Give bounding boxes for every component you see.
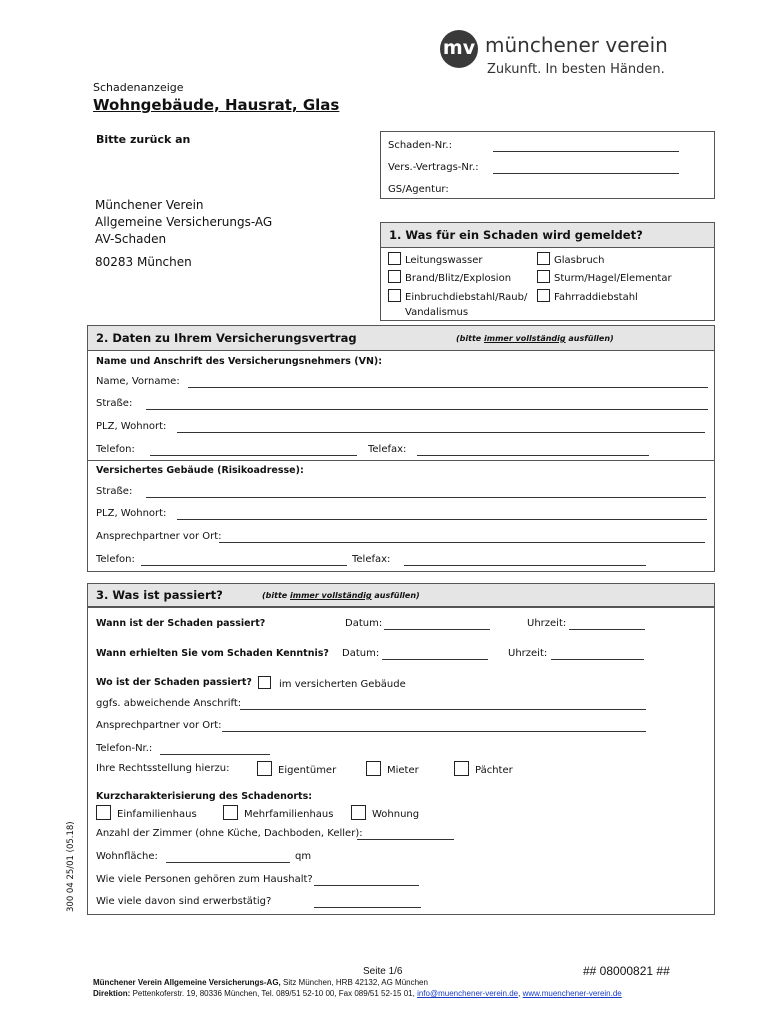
option-sturm[interactable]: Sturm/Hagel/Elementar: [537, 270, 672, 284]
logo: [440, 30, 670, 80]
wann-label: Wann ist der Schaden passiert?: [96, 618, 266, 629]
section1-title: 1. Was für ein Schaden wird gemeldet?: [389, 228, 643, 242]
return-line-4: 80283 München: [95, 255, 192, 269]
return-line-3: AV-Schaden: [95, 232, 167, 246]
checkbox[interactable]: [537, 252, 550, 265]
section2-divider: [87, 460, 714, 461]
checkbox[interactable]: [223, 805, 238, 820]
schaden-nr-label: Schaden-Nr.:: [388, 140, 452, 151]
checkbox[interactable]: [258, 676, 271, 689]
name-label: Name, Vorname:: [96, 376, 180, 387]
telefax-label: Telefax:: [368, 444, 407, 455]
datum-field[interactable]: [384, 618, 490, 630]
telefax2-field[interactable]: [404, 554, 646, 566]
ansprech-field[interactable]: [219, 531, 705, 543]
page-number: Seite 1/6: [363, 966, 403, 977]
vertrags-nr-row: [388, 162, 479, 173]
abw-field[interactable]: [240, 698, 646, 710]
ansprech3-label: Ansprechpartner vor Ort:: [96, 720, 222, 731]
option-efh[interactable]: Einfamilienhaus: [96, 805, 197, 820]
checkbox[interactable]: [454, 761, 469, 776]
checkbox[interactable]: [96, 805, 111, 820]
telnr-label: Telefon-Nr.:: [96, 743, 153, 754]
telnr-field[interactable]: [160, 743, 270, 755]
checkbox[interactable]: [388, 270, 401, 283]
checkbox[interactable]: [537, 289, 550, 302]
erwerb-label: Wie viele davon sind erwerbstätig?: [96, 896, 272, 907]
schaden-nr-field[interactable]: [493, 140, 679, 152]
checkbox[interactable]: [257, 761, 272, 776]
checkbox[interactable]: [366, 761, 381, 776]
section3-title: 3. Was ist passiert?: [96, 588, 223, 602]
personen-label: Wie viele Personen gehören zum Haushalt?: [96, 874, 313, 885]
strasse-field[interactable]: [146, 398, 708, 410]
risk-heading: Versichertes Gebäude (Risikoadresse):: [96, 465, 304, 476]
option-im-gebaeude[interactable]: im versicherten Gebäude: [258, 676, 406, 690]
rechtsstellung-label: Ihre Rechtsstellung hierzu:: [96, 763, 230, 774]
option-einbruch[interactable]: Einbruchdiebstahl/Raub/ Vandalismus: [388, 289, 527, 320]
doc-type: Schadenanzeige: [93, 81, 184, 94]
vn-heading: Name und Anschrift des Versicherungsnehmers (VN):: [96, 356, 383, 367]
option-fahrrad[interactable]: Fahrraddiebstahl: [537, 289, 638, 303]
telefon-field[interactable]: [150, 444, 357, 456]
telefon2-field[interactable]: [141, 554, 347, 566]
wo-label: Wo ist der Schaden passiert?: [96, 677, 252, 688]
uhrzeit-field[interactable]: [569, 618, 645, 630]
plz2-label: PLZ, Wohnort:: [96, 508, 167, 519]
section2-title: 2. Daten zu Ihrem Versicherungsvertrag: [96, 331, 357, 345]
checkbox[interactable]: [537, 270, 550, 283]
name-field[interactable]: [188, 376, 708, 388]
zimmer-label: Anzahl der Zimmer (ohne Küche, Dachboden, Keller):: [96, 828, 363, 839]
option-glasbruch[interactable]: Glasbruch: [537, 252, 605, 266]
strasse2-field[interactable]: [146, 486, 706, 498]
page-title: Wohngebäude, Hausrat, Glas: [93, 96, 340, 114]
strasse-label: Straße:: [96, 398, 133, 409]
erwerb-field[interactable]: [314, 896, 421, 908]
option-leitungswasser[interactable]: Leitungswasser: [388, 252, 482, 266]
return-label: Bitte zurück an: [96, 133, 191, 146]
schaden-nr-row: [388, 140, 452, 151]
uhrzeit2-field[interactable]: [551, 648, 644, 660]
plz2-field[interactable]: [177, 508, 707, 520]
option-wohnung[interactable]: Wohnung: [351, 805, 419, 820]
uhrzeit-label: Uhrzeit:: [527, 618, 567, 629]
telefon-label: Telefon:: [96, 444, 135, 455]
qm-label: qm: [295, 851, 312, 862]
telefax-field[interactable]: [417, 444, 649, 456]
datum2-field[interactable]: [382, 648, 488, 660]
zimmer-field[interactable]: [357, 828, 454, 840]
footer-direction: Direktion: Pettenkoferstr. 19, 80336 München, Tel. 089/51 52-10 00, Fax 089/51 52-15 01, info@muenchener-verein.de, www.muenchener-verein.de: [93, 989, 622, 998]
brand-name: münchener verein: [485, 33, 668, 57]
strasse2-label: Straße:: [96, 486, 133, 497]
wohnflaeche-label: Wohnfläche:: [96, 851, 158, 862]
telefax2-label: Telefax:: [352, 554, 391, 565]
logo-mark: mv: [440, 30, 478, 68]
agentur-label: GS/Agentur:: [388, 184, 449, 195]
vertrags-nr-field[interactable]: [493, 162, 679, 174]
kurz-heading: Kurzcharakterisierung des Schadenorts:: [96, 791, 313, 802]
option-mieter[interactable]: Mieter: [366, 761, 419, 776]
datum-label: Datum:: [345, 618, 383, 629]
return-line-1: Münchener Verein: [95, 198, 204, 212]
option-paechter[interactable]: Pächter: [454, 761, 513, 776]
uhrzeit2-label: Uhrzeit:: [508, 648, 548, 659]
web-link[interactable]: www.muenchener-verein.de: [522, 989, 622, 998]
section2-note: (bitte immer vollständig ausfüllen): [456, 334, 614, 343]
ansprech-label: Ansprechpartner vor Ort:: [96, 531, 222, 542]
footer-company: Münchener Verein Allgemeine Versicherungs-AG, Sitz München, HRB 42132, AG München: [93, 978, 428, 987]
datum2-label: Datum:: [342, 648, 380, 659]
option-mfh[interactable]: Mehrfamilienhaus: [223, 805, 333, 820]
document-code: ## 08000821 ##: [583, 964, 670, 978]
checkbox[interactable]: [388, 252, 401, 265]
slogan: Zukunft. In besten Händen.: [487, 62, 665, 77]
abw-label: ggfs. abweichende Anschrift:: [96, 698, 242, 709]
form-code: 300 04 25/01 (05.18): [66, 821, 76, 912]
option-brand[interactable]: Brand/Blitz/Explosion: [388, 270, 511, 284]
return-address: [95, 197, 272, 271]
plz-field[interactable]: [177, 421, 705, 433]
checkbox[interactable]: [388, 289, 401, 302]
ansprech3-field[interactable]: [222, 720, 646, 732]
wohnflaeche-field[interactable]: [166, 851, 290, 863]
vertrags-nr-label: Vers.-Vertrags-Nr.:: [388, 162, 479, 173]
email-link[interactable]: info@muenchener-verein.de: [417, 989, 519, 998]
checkbox[interactable]: [351, 805, 366, 820]
telefon2-label: Telefon:: [96, 554, 135, 565]
section3-note: (bitte immer vollständig ausfüllen): [262, 591, 420, 600]
plz-label: PLZ, Wohnort:: [96, 421, 167, 432]
personen-field[interactable]: [314, 874, 419, 886]
return-line-2: Allgemeine Versicherungs-AG: [95, 215, 273, 229]
kenntnis-label: Wann erhielten Sie vom Schaden Kenntnis?: [96, 648, 329, 659]
option-eigentuemer[interactable]: Eigentümer: [257, 761, 336, 776]
